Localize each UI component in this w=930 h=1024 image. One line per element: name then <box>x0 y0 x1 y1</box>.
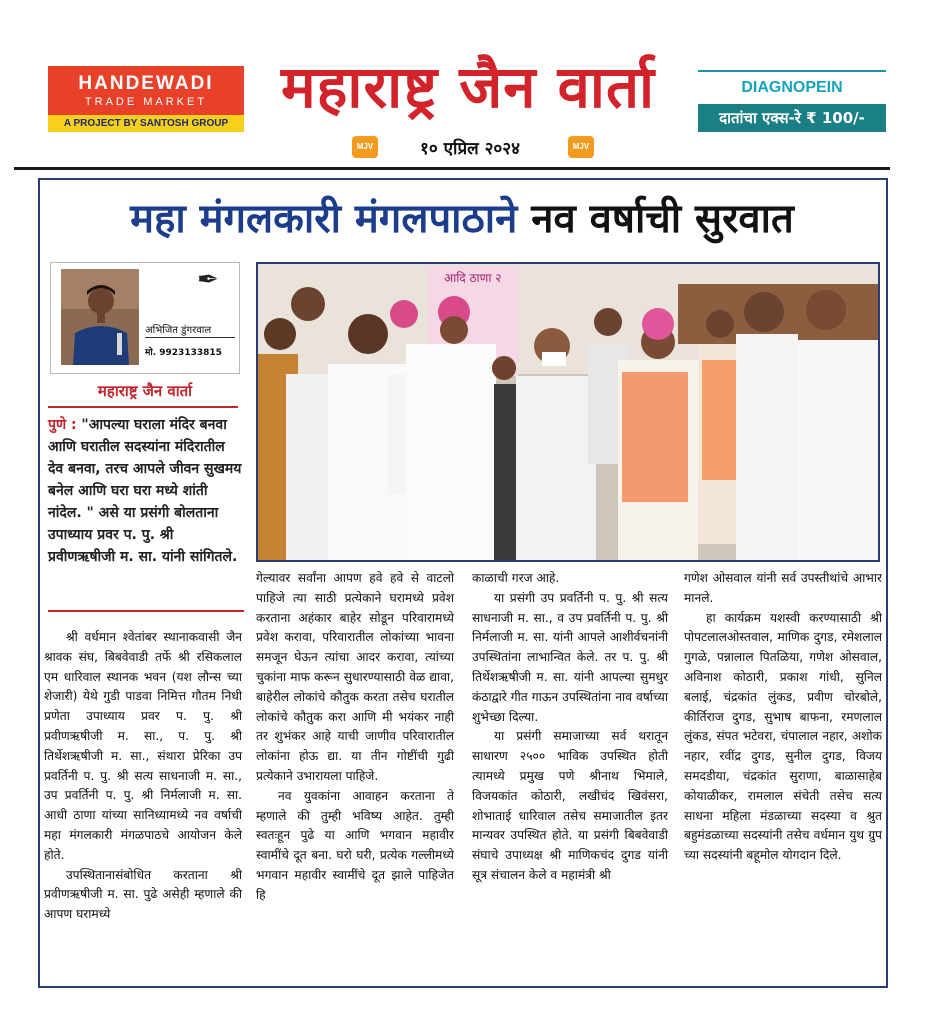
paper-logo-icon: MJV <box>568 136 594 158</box>
ad-left-line2: TRADE MARKET <box>84 96 208 108</box>
author-mobile: मो. 9923133815 <box>145 348 222 358</box>
dateline-city: पुणे : <box>48 417 77 433</box>
event-photo <box>256 262 880 562</box>
column-3-paragraph: या प्रसंगी उप प्रवर्तिनी प. पु. श्री सत्य साधनाजी म. सा., व उप प्रवर्तिनी प. पु. श्री निर्मलाजी म. सा. यांनी आपले आशीर्वचनांनी उपस्थितांना लाभान्वित केले. तर प. पु. श्री तिर्थेशऋषीजी म. सा. यांनी आपल्या सुमधुर कंठाद्वारे गीत गाऊन उपस्थितांना नाव वर्षाच्या शुभेच्छा दिल्या. <box>472 590 668 724</box>
column-1-paragraph: उपस्थितानासंबोधित करताना श्री प्रवीणऋषीजी म. सा. पुढे असेही म्हणाले की आपण घरामध्ये <box>44 867 242 922</box>
headline-part-2: नव वर्षाची सुरवात <box>531 196 794 242</box>
lead-divider <box>48 610 244 612</box>
ad-left-line1: HANDEWADI <box>78 73 214 94</box>
author-name: अभिजित डुंगरवाल <box>145 325 235 338</box>
column-2-paragraph: नव युवकांना आवाहन करताना ते म्हणाले की तुम्ही भविष्य आहेत. तुम्ही स्वतःहून पुढे या आणि भगवान महावीर स्वामींचे दूत बना. घरो घरी, प्रत्येक गल्लीमध्ये भगवान महावीर स्वामींचे दूत झाले पाहिजेत हि <box>256 788 454 902</box>
column-4-paragraph: हा कार्यक्रम यशस्वी करण्यासाठी श्री पोपटलालओस्तवाल, माणिक दुगड, रमेशलाल गुगळे, पन्नालाल पितळिया, गणेश ओसवाल, अविनाश कोठारी, प्रकाश गांधी, सुनिल बलाई, चंद्रकांत लुंकड, प्रवीण चोरबोले, कीर्तिराज दुगड, सुभाष बाफना, रमणलाल लुंकड, संपत भटेवरा, चंपालाल नहार, अशोक नहार, रवींद्र दुगड, सुनील दुगड, विजय समदडीया, चंद्रकांत सुराणा, बाळासाहेब कोयाळीकर, रामलाल संचेती तसेच सत्य साधना महिला मंडळाच्या सदस्या व श्रुत बहुमंडळाच्या सदस्यांनी तसेच वर्धमान युथ ग्रुप च्या सदस्यांनी बहूमोल योगदान दिले. <box>684 610 882 863</box>
section-divider <box>48 406 238 408</box>
lead-paragraph <box>48 414 244 568</box>
column-2 <box>256 569 454 906</box>
author-box <box>50 262 240 374</box>
column-4-paragraph: गणेश ओसवाल यांनी सर्व उपस्तीथांचे आभार मानले. <box>684 571 882 605</box>
fountain-pen-icon: ✒ <box>197 265 219 295</box>
column-4 <box>684 569 882 866</box>
ad-right-offer: दातांचा एक्स-रे ₹ 100/- <box>698 104 886 132</box>
column-1 <box>44 628 242 925</box>
lead-text: "आपल्या घराला मंदिर बनवा आणि घरातील सदस्यांना मंदिरातील देव बनवा, तरच आपले जीवन सुखमय बनेल आणि घरा घरा मध्ये शांती नांदेल. " असे या प्रसंगी बोलताना उपाध्याय प्रवर प. पु. श्री प्रवीणऋषीजी म. सा. यांनी सांगितले. <box>48 417 242 565</box>
banner-text: आदि ठाणा २ <box>444 271 502 285</box>
paper-logo-icon: MJV <box>352 136 378 158</box>
masthead-divider <box>14 167 890 170</box>
newspaper-title: महाराष्ट्र जैन वार्ता <box>280 53 656 121</box>
column-1-paragraph: श्री वर्धमान श्वेतांबर स्थानाकवासी जैन श्रावक संघ, बिबवेवाडी तर्फे श्री रसिकलाल एम धारिवाल स्थानक भवन (यश लौन्स च्या शेजारी) येथे गुडी पाडवा निमित्त गौतम निधी प्रणेता उपाध्याय प्रवर प. पु. श्री प्रवीणऋषीजी म. सा., प. पु. श्री तिर्थेशऋषीजी म. सा., संथारा प्रेरिका उप प्रवर्तिनी प. पु. श्री सत्य साधनाजी म. सा., उप प्रवर्तिनी प. पु. श्री निर्मलाजी म. सा. आधी ठाणा यांच्या सानिध्यामध्ये नव वर्षाची महा मंगलकारी मंगळपाठचे आयोजन केले होते. <box>44 630 242 862</box>
column-3-paragraph: या प्रसंगी समाजाच्या सर्व थरातून साधारण २५०० भाविक उपस्थित होती त्यामध्ये प्रमुख पणे श्रीनाथ भिमाले, विजयकांत कोठारी, लखीचंद खिवंसरा, शोभाताई धारिवाल तसेच समाजातील इतर मान्यवर उपस्थित होते. या प्रसंगी बिबवेवाडी संघाचे उपाध्यक्ष श्री माणिकचंद दुगड यांनी सूत्र संचालन केले व महामंत्री श्री <box>472 729 668 882</box>
column-3 <box>472 569 668 886</box>
ad-right-brand: DIAGNOPEIN <box>698 70 886 104</box>
ad-left-line3: A PROJECT BY SANTOSH GROUP <box>48 115 244 132</box>
diagnopein-ad[interactable] <box>698 70 886 132</box>
handewadi-ad[interactable] <box>48 66 244 132</box>
column-3-paragraph: काळाची गरज आहे. <box>472 571 560 585</box>
column-2-paragraph: गेल्यावर सर्वांना आपण हवे हवे से वाटलो पाहिजे त्या साठी प्रत्येकाने घरामध्ये प्रवेश करताना अहंकार बाहेर सोडून परिवारामध्ये प्रवेश करावा, परिवारातील लोकांच्या भावना समजून घेऊन त्यांचा आदर करावा, त्यांच्या चुकांना माफ करून सुधारण्यासाठी वेळ द्यावा, बाहेरील लोकांचे कौतुक करता तसेच घरातील लोकांचे कौतुक करा आणि मी भयंकर नाही तर शुभंकर आहे याची जाणीव परिवारातील लोकांना होऊ द्या. या तीन गोष्टींची गुढी प्रत्येकाने उभारायला पाहिजे. <box>256 571 454 783</box>
author-photo <box>61 269 139 365</box>
issue-date: १० एप्रिल २०२४ <box>420 139 520 159</box>
headline-part-1: महा मंगलकारी मंगलपाठाने <box>130 196 518 242</box>
section-label: महाराष्ट्र जैन वार्ता <box>97 382 193 400</box>
article-headline <box>44 188 880 250</box>
